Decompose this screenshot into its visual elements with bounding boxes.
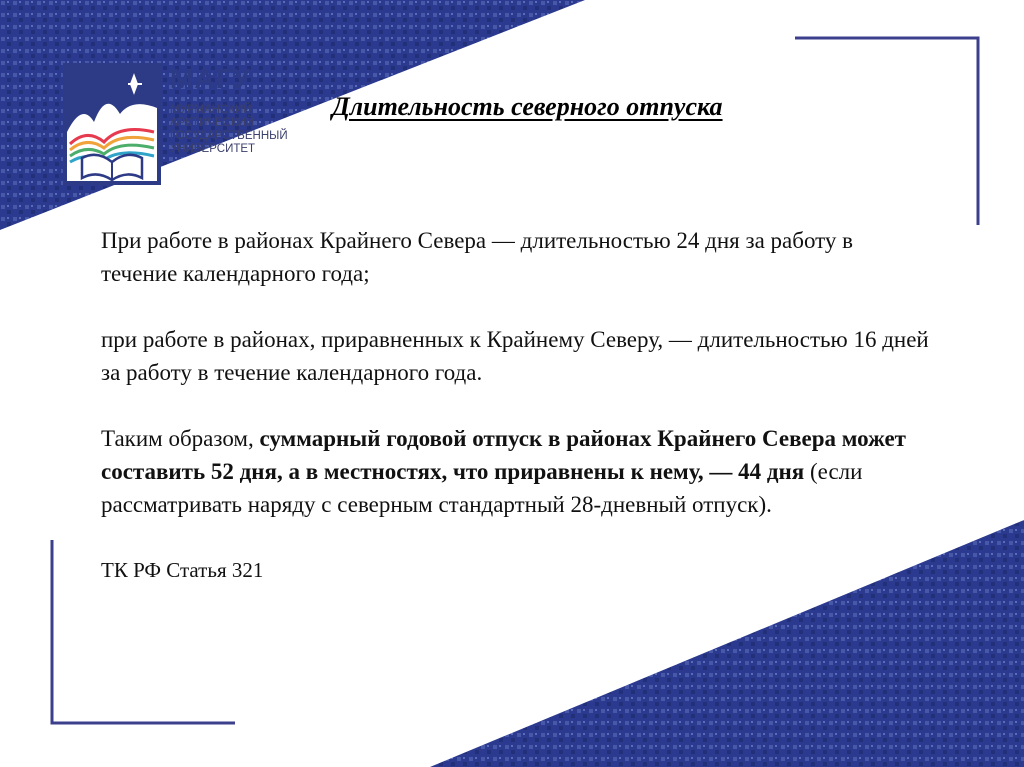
logo-full-name [170,104,288,156]
slide-title: Длительность северного отпуска [332,92,723,121]
paragraph-far-north: При работе в районах Крайнего Севера — длительностью 24 дня за работу в течение календарного года; [101,228,854,286]
logo-line: ГОСУДАРСТВЕННЫЙ [170,130,288,142]
paragraph-equivalent-areas: при работе в районах, приравненных к Крайнему Северу, — длительностью 16 дней за работу в течение календарного года. [101,327,929,385]
logo-line: МУРМАНСКИЙ [170,104,252,116]
summary-tail: (если рассматривать наряду с северным стандартный 28-дневный отпуск). [101,459,863,517]
logo-emblem-icon [62,62,162,186]
logo-text [170,64,288,156]
summary-bold: суммарный годовой отпуск в районах Крайнего Севера может составить 52 дня, а в местностях, что приравнены к нему, — 44 дня [101,426,906,484]
legal-reference: ТК РФ Статья 321 [101,558,264,582]
logo-abbreviation: МАГУ [170,63,251,94]
logo-line: УНИВЕРСИТЕТ [170,143,256,155]
paragraph-summary [101,422,931,521]
slide-body [101,224,931,587]
summary-lead: Таким образом, [101,426,260,451]
logo-line: АРКТИЧЕСКИЙ [170,117,255,129]
